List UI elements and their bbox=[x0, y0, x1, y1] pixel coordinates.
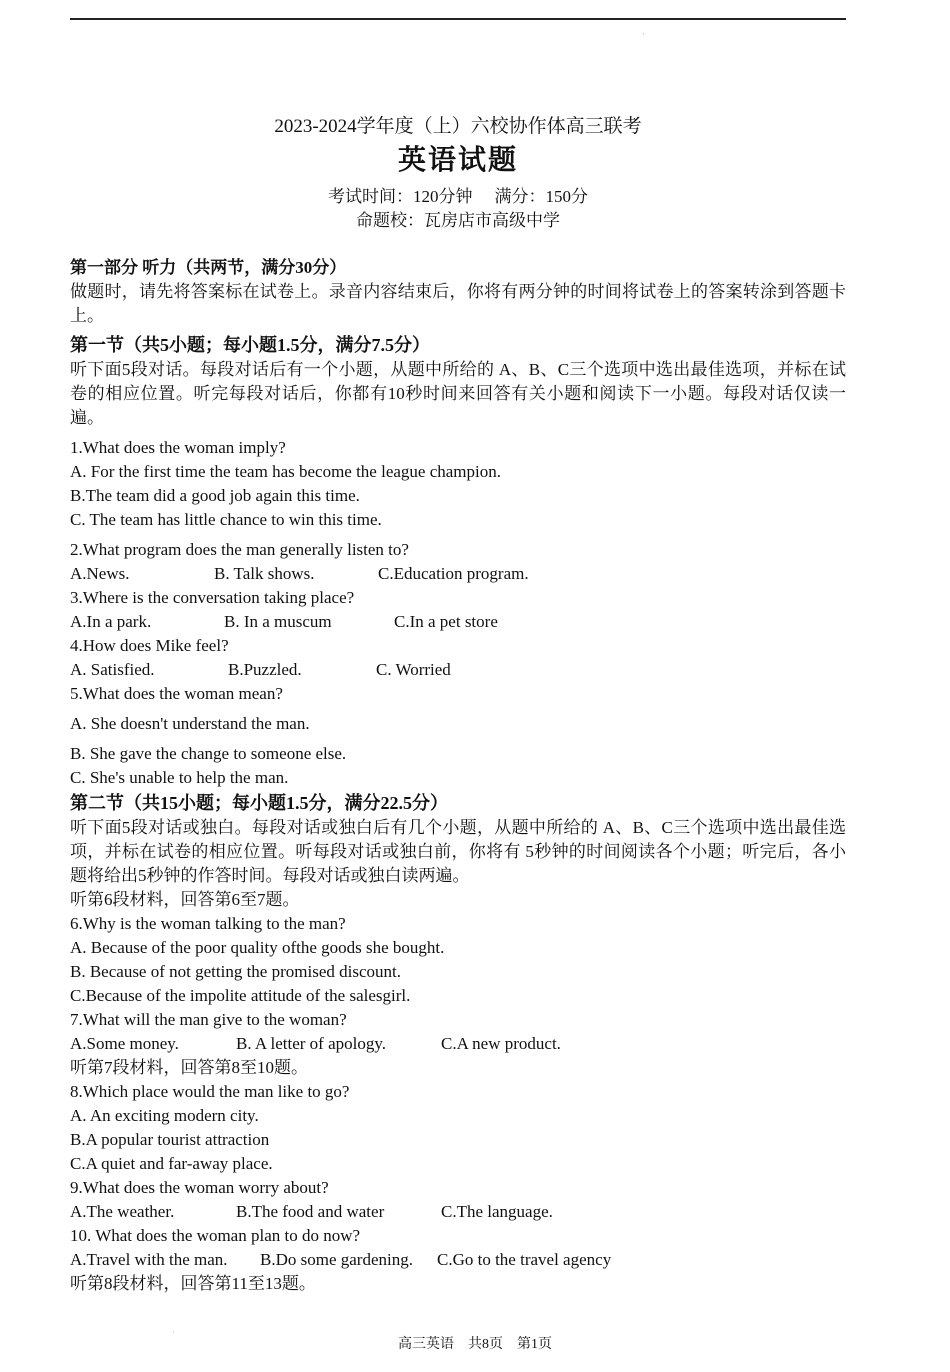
q4-options bbox=[70, 658, 846, 682]
q8-option-b: B.A popular tourist attraction bbox=[70, 1130, 270, 1149]
footer-page-number: 第1页 bbox=[517, 1337, 552, 1352]
question-5: 5.What does the woman mean? bbox=[70, 684, 283, 703]
footer-subject: 高三英语 bbox=[398, 1337, 454, 1352]
q4-option-a: A. Satisfied. bbox=[70, 660, 155, 679]
q1-option-b: B.The team did a good job again this time. bbox=[70, 486, 360, 505]
q3-options bbox=[70, 610, 846, 634]
q2-options bbox=[70, 562, 846, 586]
question-4: 4.How does Mike feel? bbox=[70, 636, 229, 655]
question-10: 10. What does the woman plan to do now? bbox=[70, 1226, 361, 1245]
q6-option-b: B. Because of not getting the promised discount. bbox=[70, 962, 401, 981]
q7-option-c: C.A new product. bbox=[441, 1034, 561, 1053]
q10-option-c: C.Go to the travel agency bbox=[437, 1250, 612, 1269]
section2-instruction: 听下面5段对话或独白。每段对话或独白后有几个小题，从题中所给的 A、B、C三个选项中选出最佳选项，并标在试卷的相应位置。听每段对话或独白前，你将有 5秒钟的时间阅读各个小题；听完后，各小题将给出5秒钟的作答时间。每段对话或独白读两遍。 bbox=[70, 818, 846, 885]
question-3: 3.Where is the conversation taking place? bbox=[70, 588, 355, 607]
q5-option-a: A. She doesn't understand the man. bbox=[70, 714, 310, 733]
exam-header bbox=[70, 114, 846, 233]
q1-option-a: A. For the first time the team has become the league champion. bbox=[70, 462, 502, 481]
q9-option-b: B.The food and water bbox=[236, 1202, 385, 1221]
material-7-note: 听第7段材料，回答第8至10题。 bbox=[70, 1058, 308, 1077]
q9-option-c: C.The language. bbox=[441, 1202, 553, 1221]
full-score: 满分：150分 bbox=[494, 187, 588, 206]
q3-option-b: B. In a muscum bbox=[224, 612, 332, 631]
section2-heading: 第二节（共15小题；每小题1.5分，满分22.5分） bbox=[70, 793, 448, 813]
exam-info bbox=[70, 184, 846, 209]
q5-option-b: B. She gave the change to someone else. bbox=[70, 744, 347, 763]
q7-option-a: A.Some money. bbox=[70, 1034, 179, 1053]
top-rule bbox=[70, 18, 846, 20]
question-8: 8.Which place would the man like to go? bbox=[70, 1082, 350, 1101]
q10-option-b: B.Do some gardening. bbox=[260, 1250, 413, 1269]
q10-option-a: A.Travel with the man. bbox=[70, 1250, 228, 1269]
q4-option-c: C. Worried bbox=[376, 660, 451, 679]
q2-option-b: B. Talk shows. bbox=[214, 564, 315, 583]
q8-option-a: A. An exciting modern city. bbox=[70, 1106, 259, 1125]
page-footer bbox=[0, 1333, 950, 1353]
part1-heading: 第一部分 听力（共两节，满分30分） bbox=[70, 258, 347, 277]
q2-option-c: C.Education program. bbox=[378, 564, 529, 583]
question-7: 7.What will the man give to the woman? bbox=[70, 1010, 347, 1029]
q4-option-b: B.Puzzled. bbox=[228, 660, 302, 679]
q7-options bbox=[70, 1032, 846, 1056]
exam-content bbox=[70, 256, 846, 1296]
material-8-note: 听第8段材料，回答第11至13题。 bbox=[70, 1274, 316, 1293]
part1-instruction: 做题时，请先将答案标在试卷上。录音内容结束后，你将有两分钟的时间将试卷上的答案转涂到答题卡上。 bbox=[70, 282, 846, 325]
scan-speck: · bbox=[172, 1328, 175, 1337]
q8-option-c: C.A quiet and far-away place. bbox=[70, 1154, 273, 1173]
scan-speck: · bbox=[642, 30, 645, 39]
section1-instruction: 听下面5段对话。每段对话后有一个小题，从题中所给的 A、B、C三个选项中选出最佳选项，并标在试卷的相应位置。听完每段对话后，你都有10秒时间来回答有关小题和阅读下一小题。每段对话仅读一遍。 bbox=[70, 360, 846, 427]
q9-options bbox=[70, 1200, 846, 1224]
question-9: 9.What does the woman worry about? bbox=[70, 1178, 329, 1197]
section1-heading: 第一节（共5小题；每小题1.5分，满分7.5分） bbox=[70, 335, 430, 355]
q10-options bbox=[70, 1248, 846, 1272]
q7-option-b: B. A letter of apology. bbox=[236, 1034, 386, 1053]
question-6: 6.Why is the woman talking to the man? bbox=[70, 914, 346, 933]
question-2: 2.What program does the man generally listen to? bbox=[70, 540, 409, 559]
exam-year: 2023-2024学年度（上）六校协作体高三联考 bbox=[274, 116, 642, 137]
q6-option-a: A. Because of the poor quality ofthe goods she bought. bbox=[70, 938, 445, 957]
subject-title: 英语试题 bbox=[397, 145, 518, 176]
q6-option-c: C.Because of the impolite attitude of the salesgirl. bbox=[70, 986, 411, 1005]
q1-option-c: C. The team has little chance to win this time. bbox=[70, 510, 382, 529]
question-1: 1.What does the woman imply? bbox=[70, 438, 286, 457]
q3-option-c: C.In a pet store bbox=[394, 612, 498, 631]
q5-option-c: C. She's unable to help the man. bbox=[70, 768, 289, 787]
footer-total-pages: 共8页 bbox=[468, 1337, 503, 1352]
material-6-note: 听第6段材料，回答第6至7题。 bbox=[70, 890, 300, 909]
q2-option-a: A.News. bbox=[70, 564, 130, 583]
q3-option-a: A.In a park. bbox=[70, 612, 152, 631]
exam-time: 考试时间：120分钟 bbox=[328, 187, 473, 206]
setter-school: 命题校：瓦房店市高级中学 bbox=[356, 211, 560, 230]
q9-option-a: A.The weather. bbox=[70, 1202, 175, 1221]
